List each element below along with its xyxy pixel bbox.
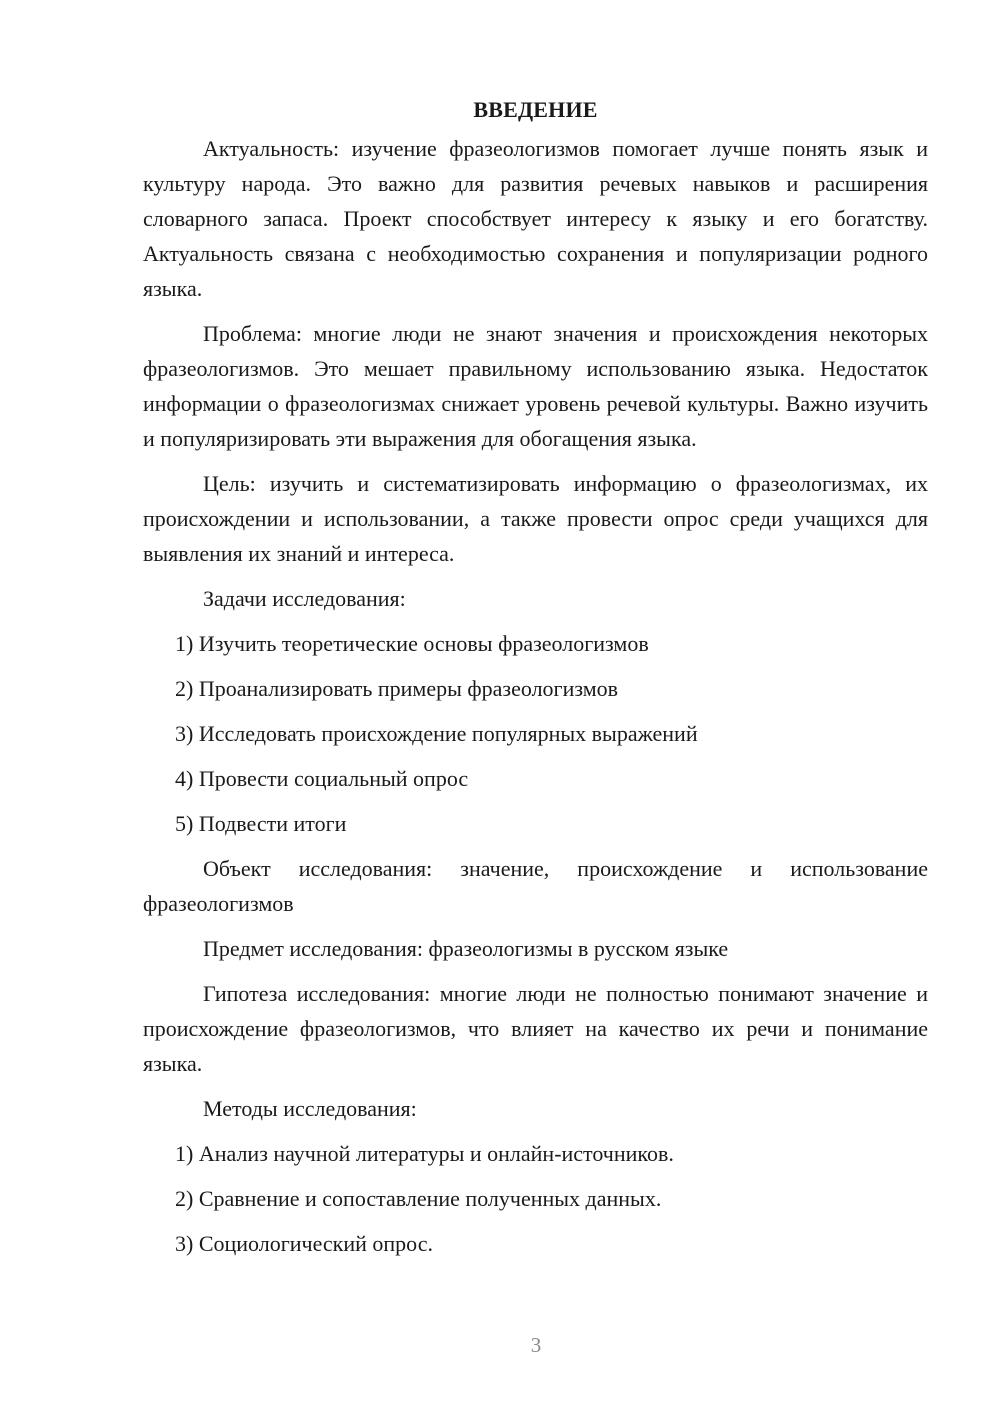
task-item-5: 5) Подвести итоги — [175, 811, 347, 836]
methods-heading: Методы исследования: — [203, 1096, 417, 1121]
page-number: 3 — [530, 1333, 542, 1357]
task-item-3: 3) Исследовать происхождение популярных выражений — [175, 721, 698, 746]
method-item-1: 1) Анализ научной литературы и онлайн-источников. — [175, 1141, 674, 1166]
method-item-3: 3) Социологический опрос. — [175, 1231, 433, 1256]
task-item-1: 1) Изучить теоретические основы фразеологизмов — [175, 631, 649, 656]
hypothesis-paragraph: Гипотеза исследования: многие люди не полностью понимают значение и происхождение фразеологизмов, что влияет на качество их речи и понимание языка. — [143, 981, 928, 1076]
subject-paragraph: Предмет исследования: фразеологизмы в русском языке — [203, 936, 729, 961]
goal-paragraph: Цель: изучить и систематизировать информацию о фразеологизмах, их происхождении и использовании, а также провести опрос среди учащихся для выявления их знаний и интереса. — [143, 471, 928, 566]
section-title: ВВЕДЕНИЕ — [473, 97, 598, 122]
task-item-4: 4) Провести социальный опрос — [175, 766, 469, 791]
tasks-heading: Задачи исследования: — [203, 586, 406, 611]
document-page — [143, 92, 928, 1271]
method-item-2: 2) Сравнение и сопоставление полученных данных. — [175, 1186, 662, 1211]
relevance-paragraph: Актуальность: изучение фразеологизмов помогает лучше понять язык и культуру народа. Это важно для развития речевых навыков и расширения словарного запаса. Проект способствует интересу к языку и его богатству. Актуальность связана с необходимостью сохранения и популяризации родного языка. — [143, 136, 928, 301]
task-item-2: 2) Проанализировать примеры фразеологизмов — [175, 676, 619, 701]
object-paragraph: Объект исследования: значение, происхождение и использование фразеологизмов — [143, 856, 928, 916]
problem-paragraph: Проблема: многие люди не знают значения и происхождения некоторых фразеологизмов. Это мешает правильному использованию языка. Недостаток информации о фразеологизмах снижает уровень речевой культуры. Важно изучить и популяризировать эти выражения для обогащения языка. — [143, 321, 928, 451]
